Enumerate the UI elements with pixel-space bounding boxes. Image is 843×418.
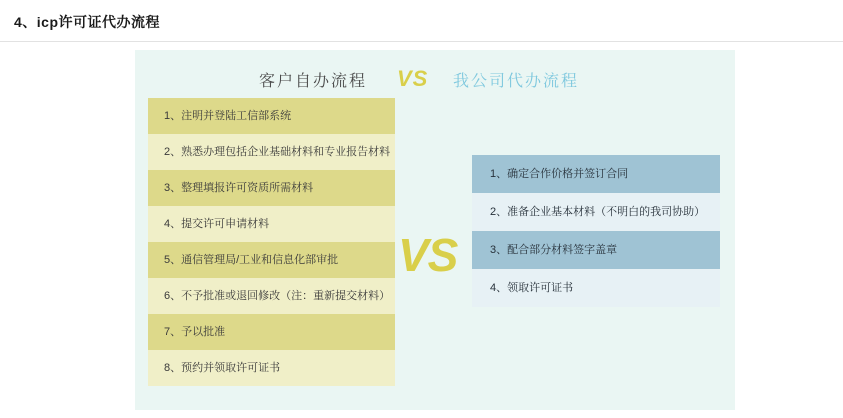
title-self-service: 客户自办流程 xyxy=(259,73,368,90)
list-item: 3、整理填报许可资质所需材料 xyxy=(148,170,395,206)
title-vs-label: VS xyxy=(397,66,429,91)
comparison-diagram xyxy=(135,50,735,410)
list-item: 2、准备企业基本材料（不明白的我司协助） xyxy=(472,193,720,231)
list-item: 1、注明并登陆工信部系统 xyxy=(148,98,395,134)
diagram-titles xyxy=(135,68,735,98)
list-item: 6、不予批准或退回修改（注：重新提交材料） xyxy=(148,278,395,314)
agency-service-step-list xyxy=(472,155,720,307)
center-vs-label: VS xyxy=(398,229,458,281)
list-item: 4、领取许可证书 xyxy=(472,269,720,307)
title-agency-service: 我公司代办流程 xyxy=(453,73,580,90)
list-item: 7、予以批准 xyxy=(148,314,395,350)
list-item: 4、提交许可申请材料 xyxy=(148,206,395,242)
list-item: 1、确定合作价格并签订合同 xyxy=(472,155,720,193)
page-title: 4、icp许可证代办流程 xyxy=(14,14,161,30)
list-item: 8、预约并领取许可证书 xyxy=(148,350,395,386)
self-service-step-list xyxy=(148,98,395,386)
list-item: 2、熟悉办理包括企业基础材料和专业报告材料 xyxy=(148,134,395,170)
list-item: 3、配合部分材料签字盖章 xyxy=(472,231,720,269)
list-item: 5、通信管理局/工业和信息化部审批 xyxy=(148,242,395,278)
heading-divider xyxy=(0,41,843,42)
